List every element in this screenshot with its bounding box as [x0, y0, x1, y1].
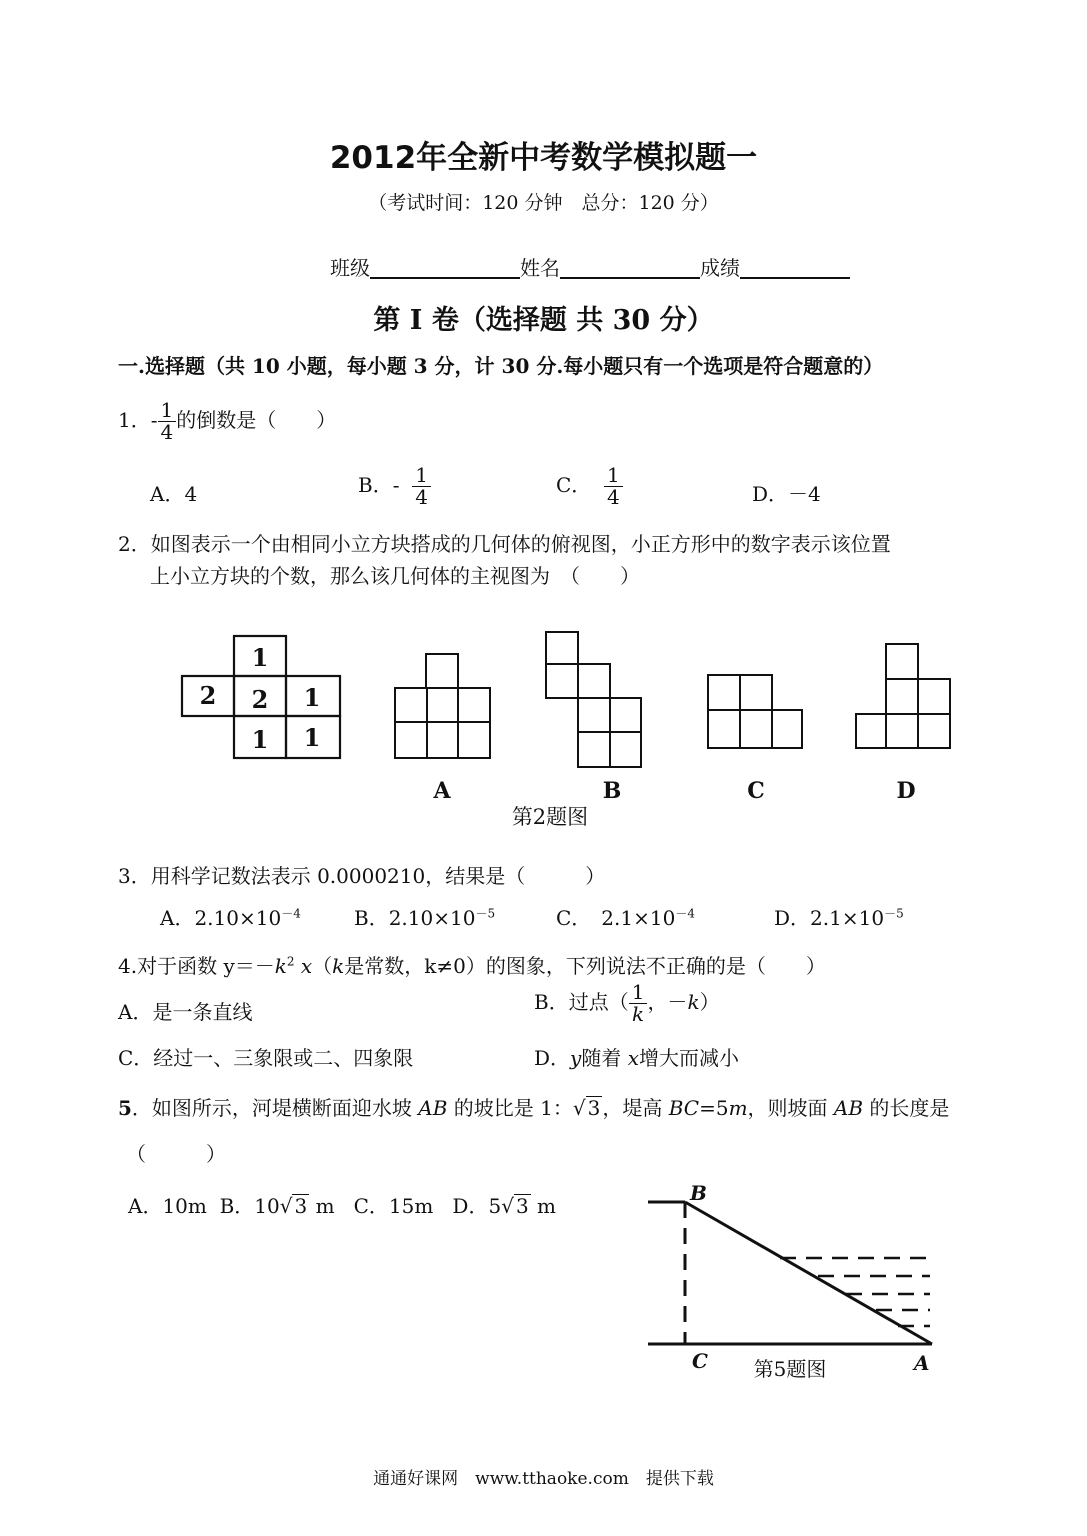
exam-info: （考试时间：120 分钟 总分：120 分） — [368, 192, 719, 214]
option-b-label: B — [602, 778, 622, 804]
field-name-blank[interactable] — [560, 257, 700, 279]
q5-option-d: D．5√ 3 m — [452, 1194, 556, 1218]
q5-option-c: C．15m — [353, 1194, 434, 1218]
q3-stem: 3．用科学记数法表示 0.0000210，结果是（ ） — [118, 864, 606, 888]
point-c-label: C — [692, 1349, 708, 1373]
field-name-label: 姓名 — [520, 256, 560, 280]
q5-figure — [640, 1178, 950, 1388]
q1-option-a: A．4 — [150, 482, 198, 506]
option-c-view — [708, 675, 802, 748]
grid-number: 2 — [251, 685, 269, 714]
figure-2-caption: 第2题图 — [511, 805, 589, 829]
q1-number: 1． — [118, 408, 151, 432]
q3-option-d: D．$2.1\times 10^{-5}$ — [774, 906, 904, 930]
q3-option-b: B．$2.10\times 10^{-5}$ — [354, 906, 496, 930]
q5-options — [128, 1190, 556, 1219]
q2-line-2: 上小立方块的个数，那么该几何体的主视图为 （ ） — [150, 564, 640, 588]
q4-stem: 4.对于函数 $y=-k^2$ x（k是常数，k≠0）的图象，下列说法不正确的是（ ） — [118, 954, 826, 978]
q5-paren: （ ） — [126, 1142, 226, 1166]
grid-number: 1 — [251, 643, 269, 672]
question-1 — [118, 400, 336, 443]
grid-number: 2 — [199, 681, 217, 710]
q4-option-b: B．过点（ $\frac{1}{k}$ ，－k） — [534, 980, 720, 1026]
field-score-blank[interactable] — [740, 257, 850, 279]
option-c-label: C — [747, 778, 765, 804]
option-a-label: A — [433, 778, 451, 804]
q4-option-a: A．是一条直线 — [118, 1000, 253, 1024]
volume-title: 第 I 卷（选择题 共 30 分） — [373, 305, 714, 336]
grid-number: 1 — [303, 683, 321, 712]
section-title: 一.选择题（共 10 小题，每小题 3 分，计 30 分.每小题只有一个选项是符合题意的） — [118, 354, 884, 378]
q2-figure — [170, 620, 990, 840]
q2-line-1: 2．如图表示一个由相同小立方块搭成的几何体的俯视图，小正方形中的数字表示该位置 — [118, 532, 891, 556]
q1-fraction: $\frac{1}{4}$ — [158, 400, 177, 443]
q4-option-c: C．经过一、三象限或二、四象限 — [118, 1046, 414, 1070]
q4-option-d: D．y随着 x增大而减小 — [534, 1046, 739, 1070]
q1-stem: 的倒数是（ ） — [176, 408, 337, 432]
point-a-label: A — [914, 1351, 930, 1375]
q1-option-d: D．－4 — [752, 482, 821, 506]
q3-option-a: A．$2.10\times 10^{-4}$ — [160, 906, 301, 930]
q5-option-b: B．10√ 3 m — [219, 1194, 335, 1218]
q5-option-a: A．10m — [128, 1194, 207, 1218]
option-a-view — [395, 654, 490, 758]
q1-option-b: B．- $\frac{1}{4}$ — [358, 465, 431, 508]
page-title: 2012年全新中考数学模拟题一 — [329, 140, 758, 176]
slope-ab — [685, 1202, 932, 1344]
footer-text: 通通好课网 www.tthaoke.com 提供下载 — [373, 1469, 714, 1489]
q3-option-c: C． $2.1\times 10^{-4}$ — [556, 906, 695, 930]
field-score-label: 成绩 — [700, 256, 740, 280]
q1-minus: - — [150, 408, 158, 432]
grid-number: 1 — [303, 723, 321, 752]
q1-option-c: C． $\frac{1}{4}$ — [556, 465, 623, 508]
figure-5-caption: 第5题图 — [753, 1357, 827, 1381]
q5-stem: 5．如图所示，河堤横断面迎水坡 AB 的坡比是 1：√ 3 ，堤高 BC=5m，则坡面 AB 的长度是 — [118, 1096, 950, 1120]
option-d-label: D — [896, 778, 916, 804]
grid-number: 1 — [251, 725, 269, 754]
option-d-view — [856, 644, 950, 748]
student-fields — [330, 252, 850, 281]
point-b-label: B — [690, 1181, 707, 1205]
field-class-label: 班级 — [330, 256, 370, 280]
field-class-blank[interactable] — [370, 257, 520, 279]
option-b-view — [546, 632, 641, 767]
